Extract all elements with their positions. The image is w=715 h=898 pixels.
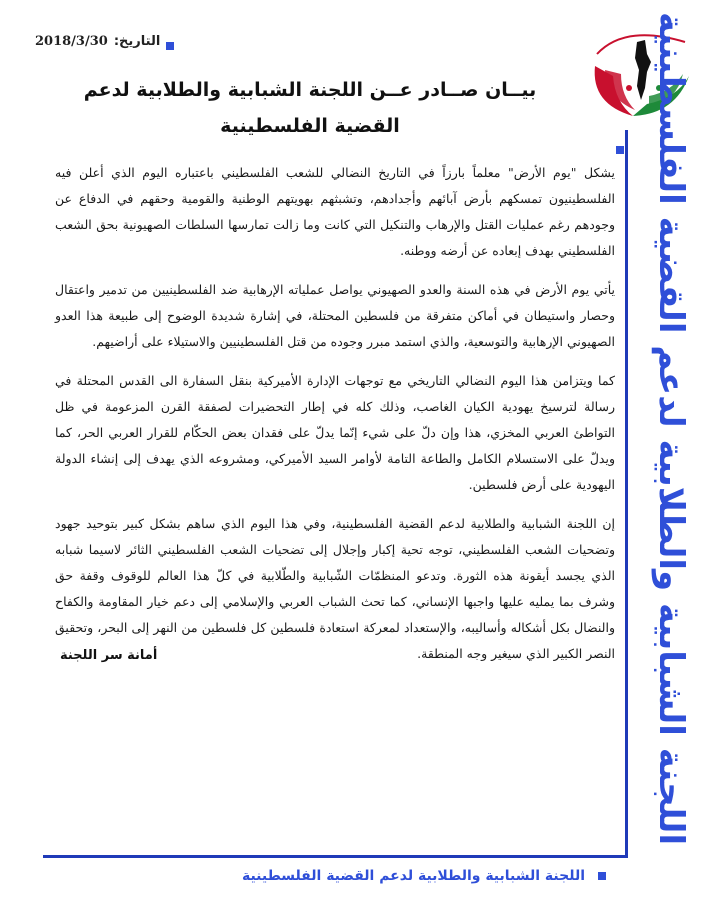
paragraph: كما ويتزامن هذا اليوم النضالي التاريخي مع توجهات الإدارة الأميركية بنقل السفارة الى القدس المحتلة في رسالة لترسيخ يهودية الكيان الغاصب، وذلك كله في إطار التحضيرات لصفقة القرن المزعومة في ظل التواطئ العربي المخزي، هذا وإن دلّ على شيء إنّما يدلّ على فقدان بعض الحكّام للقرار العربي الحر، كما ويدلّ على الاستسلام الكامل والطاعة التامة لأوامر السيد الأميركي، ومشروعه الذي يهدف إلى إنشاء الدولة اليهودية على أرض فلسطين. [55, 373, 615, 492]
paragraph: إن اللجنة الشبابية والطلابية لدعم القضية الفلسطينية، وفي هذا اليوم الذي ساهم بشكل كبير بتوحيد جهود وتضحيات الشعب الفلسطيني، توجه تحية إكبار وإجلال إلى تضحيات الشعب الفلسطيني الثائر لاسيما شبابه الذي يجسد أيقونة هذه الثورة. وتدعو المنظمّات الشّبابية والطّلابية في كلّ هذا العالم للوقوف وقفة حق وشرف بما يمليه عليها واجبها الإنساني، كما تحث الشباب العربي والإسلامي إلى دعم خيار المقاومة والكفاح والنضال بكل أشكاله وأساليبه، والإستعداد لمعركة استعادة فلسطين كل فلسطين من النهر إلى البحر، وتحقيق النصر الكبير الذي سيغير وجه المنطقة. [55, 516, 615, 661]
frame-horizontal-line [43, 855, 628, 858]
statement-title [60, 72, 560, 144]
paragraph: يشكل "يوم الأرض" معلماً بارزاً في التاريخ النضالي للشعب الفلسطيني باعتباره اليوم الذي أعلن فيه الفلسطينيون تمسكهم بأرض آبائهم وأجدادهم، وتشبثهم بهويتهم الوطنية والقومية وحقهم في الدفاع عن وجودهم رغم عمليات القتل والإرهاب والتنكيل التي كانت وما زالت تمارسها السلطات الصهيونية بحق الشعب الفلسطيني بهدف إبعاده عن أرضه ووطنه. [55, 165, 615, 258]
frame-vertical-line [625, 130, 628, 857]
title-line-2: القضية الفلسطينية [220, 115, 400, 137]
bullet-square-icon [166, 42, 174, 50]
bullet-square-icon [616, 146, 624, 154]
date-value: 2018/3/30 [35, 34, 108, 49]
footer-committee-name: اللجنة الشبابية والطلابية لدعم القضية الفلسطينية [241, 868, 585, 884]
statement-body [55, 160, 615, 680]
bullet-square-icon [598, 872, 606, 880]
signature: أمانة سر اللجنة [60, 648, 158, 663]
vertical-committee-name: اللجنة الشبابية والطلابية لدعم القضية الفلسطينية [651, 11, 691, 845]
title-line-1: بيــان صــادر عــن اللجنة الشبابية والطلابية لدعم [83, 79, 537, 101]
date-block [35, 34, 160, 49]
date-label: التاريخ: [113, 34, 161, 49]
paragraph: يأتي يوم الأرض في هذه السنة والعدو الصهيوني يواصل عملياته الإرهابية ضد الفلسطينيين من تدمير واعتقال وحصار واستيطان في أماكن متفرقة من فلسطين المحتلة، في إشارة شديدة الوضوح إلى طبيعة هذا العدو الصهيوني الإرهابية والتوسعية، والذي استمد مبرر وجوده من قتل الفلسطينيين والاستيلاء على أراضيهم. [55, 282, 615, 349]
